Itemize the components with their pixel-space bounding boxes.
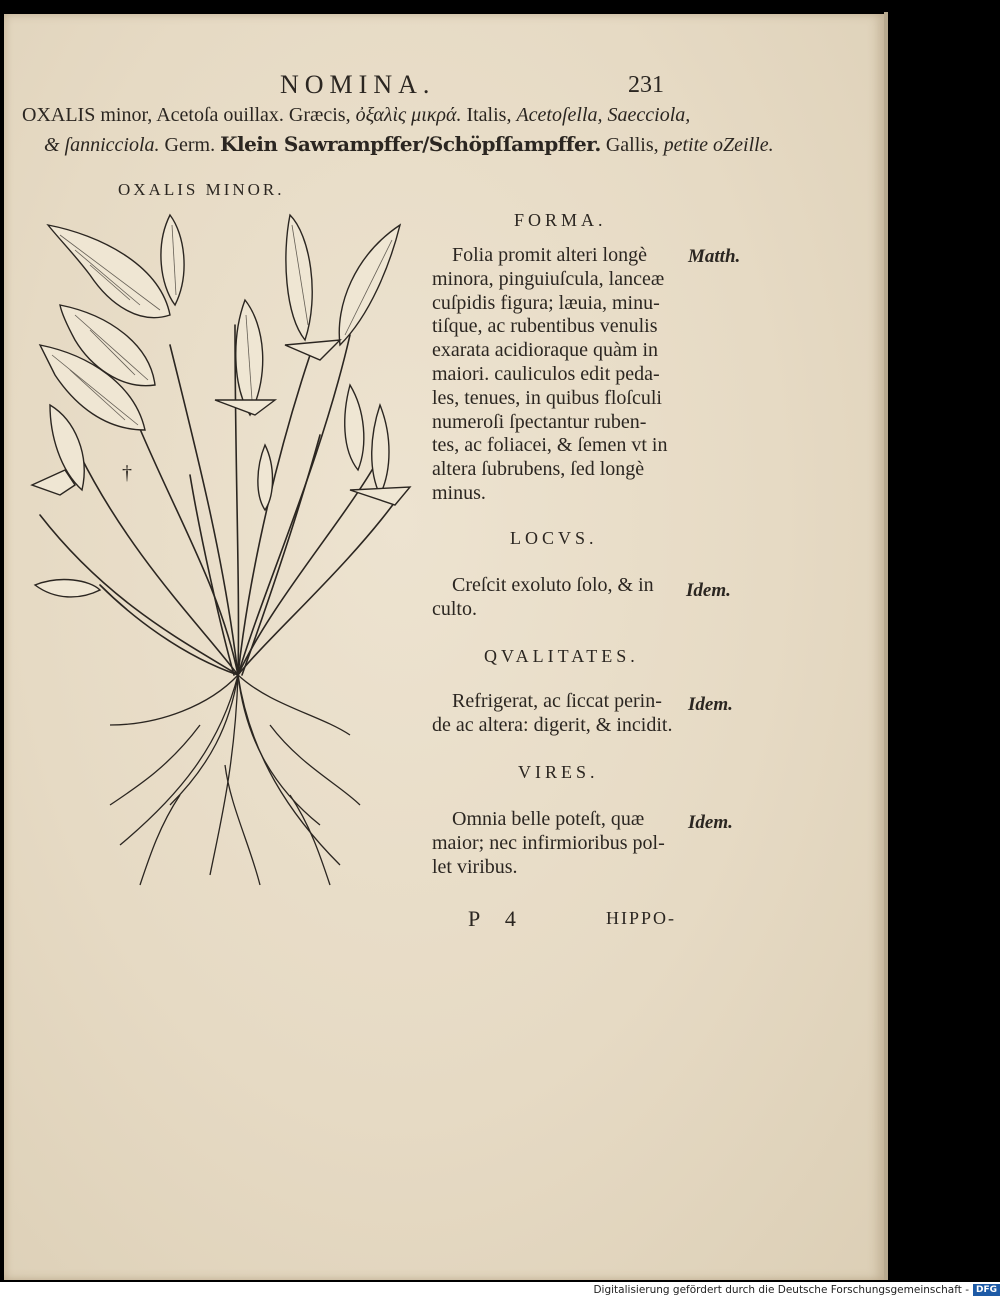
names-italian-label: Italis,: [466, 104, 512, 126]
forma-line: tes, ac foliacei, & ſemen vt in: [432, 434, 668, 457]
forma-margin-note: Matth.: [688, 246, 741, 267]
forma-line: minus.: [432, 481, 486, 504]
forma-line: cuſpidis figura; læuia, minu-: [432, 291, 660, 314]
qualitates-line: Refrigerat, ac ſiccat perin-: [452, 690, 662, 712]
oxalis-woodcut-illustration: [20, 205, 430, 895]
names-greek: ὀξαλὶς μικρά.: [355, 104, 462, 126]
locus-heading: LOCVS.: [510, 528, 598, 548]
locus-text: [432, 574, 654, 622]
forma-line: altera ſubrubens, ſed longè: [432, 458, 645, 481]
names-french: petite oZeille.: [663, 134, 774, 156]
forma-line: les, tenues, in quibus floſculi: [432, 386, 662, 409]
names-italian: Acetoſella, Saecciola,: [516, 104, 691, 126]
names-line-2: [44, 132, 774, 157]
footer-credit: Digitalisierung gefördert durch die Deutsche Forschungsgemeinschaft -: [593, 1284, 969, 1296]
vires-line: maior; nec infirmioribus pol-: [432, 831, 665, 854]
vires-text: [432, 808, 665, 879]
forma-line: numeroſi ſpectantur ruben-: [432, 410, 647, 433]
names-german-label: Germ.: [164, 134, 216, 156]
signature-mark: P 4: [468, 906, 516, 931]
names-latin: OXALIS minor, Acetoſa ouillax. Græcis,: [22, 104, 351, 126]
figure-mark: †: [122, 462, 132, 484]
qualitates-line: de ac altera: digerit, & incidit.: [432, 713, 673, 736]
names-french-label: Gallis,: [605, 134, 659, 156]
dfg-logo: DFG: [973, 1284, 1000, 1296]
forma-line: Folia promit alteri longè: [452, 244, 647, 266]
figure-caption: OXALIS MINOR.: [118, 180, 285, 199]
digitization-footer: [593, 1283, 1000, 1297]
vires-margin-note: Idem.: [688, 812, 733, 833]
forma-line: minora, pinguiuſcula, lanceæ: [432, 267, 665, 290]
catchword: HIPPO-: [606, 908, 677, 928]
locus-margin-note: Idem.: [686, 580, 731, 601]
qualitates-heading: QVALITATES.: [484, 646, 639, 666]
forma-line: maiori. cauliculos edit peda-: [432, 362, 660, 385]
page-edge: [884, 12, 888, 1280]
qualitates-text: [432, 690, 672, 738]
vires-line: let viribus.: [432, 855, 518, 878]
names-german: Klein Sawrampffer/Schöpſſampffer.: [220, 132, 601, 156]
forma-text: [432, 244, 667, 506]
page-number: 231: [628, 72, 664, 98]
forma-line: tiſque, ac rubentibus venulis: [432, 315, 658, 338]
running-title: NOMINA.: [280, 70, 436, 99]
names-line-1: [22, 104, 690, 127]
locus-line: Creſcit exoluto ſolo, & in: [452, 574, 654, 596]
vires-heading: VIRES.: [518, 762, 599, 782]
locus-line: culto.: [432, 597, 477, 620]
vires-line: Omnia belle poteſt, quæ: [452, 808, 645, 830]
names-italian-cont: & ſannicciola.: [44, 134, 160, 156]
qualitates-margin-note: Idem.: [688, 694, 733, 715]
forma-line: exarata acidioraque quàm in: [432, 339, 658, 362]
forma-heading: FORMA.: [514, 210, 607, 230]
